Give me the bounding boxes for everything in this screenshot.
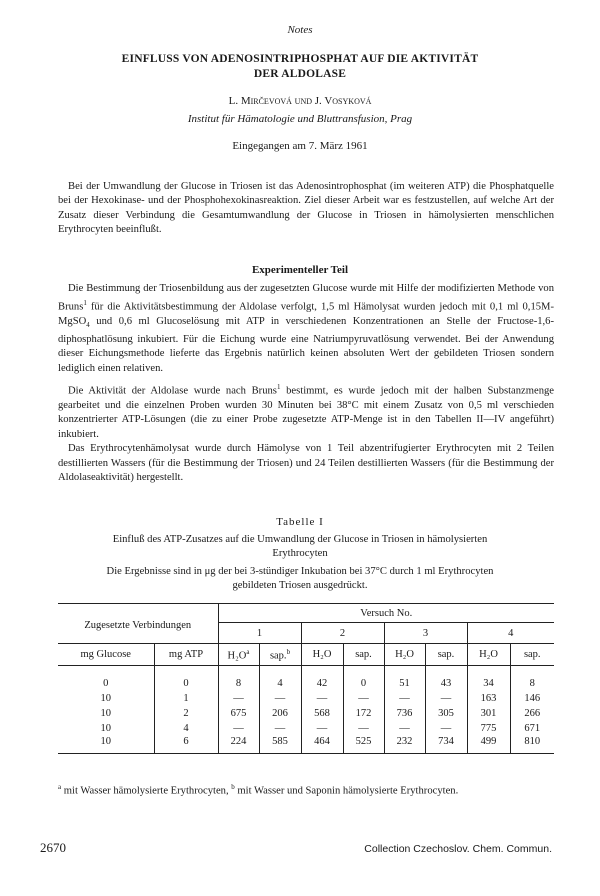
page-number: 2670 — [40, 840, 66, 855]
methods-paragraph-3: Das Erythrocytenhämolysat wurde durch Hämolyse von 1 Teil abzentrifugierter Erythrocyten mit 2 Teilen destillierten Wassers (für die Bestimmung der Triosen) und 24 Teilen destillierten Wassers (für die Bestimmung der Aldolaseaktivität) hergestellt. — [58, 443, 554, 484]
header-experiment-4: 4 — [467, 623, 554, 644]
table-header-row-3 — [58, 644, 554, 666]
header-atp: mg ATP — [154, 644, 218, 666]
header-h2o: $H_2O^a$ — [218, 644, 259, 666]
intro-text: Bei der Umwandlung der Glucose in Triosen ist das Adenosintrophosphat (im weiteren ATP) die Phosphatquelle bei der Hexokinase- und der Phosphohexokinasreaktion. Ziel dieser Arbeit war es festzustellen, auf welche Art der Zusatz dieser Verbindung die Gesamtumwandlung der Glucose in Triosen in hämolysierten menschlichen Erythrocyten beeinflußt. — [58, 181, 554, 236]
methods-section — [58, 282, 554, 485]
header-h2o: H₂O — [301, 644, 343, 666]
header-sap: sap. — [425, 644, 467, 666]
journal-name: Collection Czechoslov. Chem. Commun. — [364, 843, 552, 855]
header-sap: sap. — [510, 644, 554, 666]
header-experiment-3: 3 — [384, 623, 467, 644]
header-added-compounds: Zugesetzte Verbindungen — [58, 604, 218, 644]
table-title: Tabelle I — [276, 516, 324, 528]
table-row: 10 2 675 206 568 172 736 305 301 266 — [58, 706, 554, 721]
header-h2o: H₂O — [467, 644, 510, 666]
methods-paragraph-2: Die Aktivität der Aldolase wurde nach Bruns$^1$ bestimmt, es wurde jedoch mit der halben Substanzmenge gearbeitet und die einzelnen Proben wurden 30 Minuten bei 38°C mit einem Zusatz von 0,5 ml verschieden konzentrierter ATP-Lösungen (die zu einer Probe zugesetzte ATP-Menge ist in den Tabellen II—IV angeführt) inkubiert. — [58, 383, 554, 440]
article-title-line-2: DER ALDOLASE — [253, 68, 347, 80]
header-glucose: mg Glucose — [58, 644, 154, 666]
table-row: 10 1 — — — — — — 163 146 — [58, 691, 554, 706]
table-caption: Einfluß des ATP-Zusatzes auf die Umwandlung der Glucose in Triosen in hämolysierten Erythrocyten — [112, 534, 488, 559]
table-header-row-1 — [58, 604, 554, 623]
table-row: 10 4 — — — — — — 775 671 — [58, 721, 554, 736]
article-title — [60, 52, 540, 82]
intro-paragraph — [58, 180, 554, 238]
table-spacer — [58, 666, 554, 677]
header-experiment-2: 2 — [301, 623, 384, 644]
table-row: 10 6 224 585 464 525 232 734 499 810 — [58, 736, 554, 754]
header-sap: sap. — [343, 644, 384, 666]
received-date: Eingegangen am 7. März 1961 — [232, 140, 368, 152]
reference-mark: 1 — [83, 299, 87, 308]
reference-mark: 1 — [276, 383, 281, 392]
running-header: Notes — [287, 24, 313, 36]
institute: Institut für Hämatologie und Bluttransfusion, Prag — [187, 113, 413, 125]
section-heading: Experimenteller Teil — [251, 264, 349, 276]
table-note: Die Ergebnisse sind in μg der bei 3-stündiger Inkubation bei 37°C durch 1 ml Erythrocyten gebildeten Triosen ausgedrückt. — [106, 566, 494, 591]
header-sap: sap.$^b$ — [259, 644, 301, 666]
table-footnote: $^a$ mit Wasser hämolysierte Erythrocyten, $^b$ mit Wasser und Saponin hämolysierte Erythrocyten. — [58, 783, 459, 797]
article-title-line-1: EINFLUSS VON ADENOSINTRIPHOSPHAT AUF DIE AKTIVITÄT — [121, 53, 479, 65]
header-h2o: H₂O — [384, 644, 425, 666]
results-table — [58, 603, 554, 754]
authors: L. Mirčevová und J. Vosyková — [228, 95, 372, 107]
methods-paragraph-1: Die Bestimmung der Triosenbildung aus der zugesetzten Glucose wurde mit Hilfe der modifizierten Methode von Bruns$^1$ für die Aktivitätsbestimmung der Aldolase verfolgt, 1,5 ml Hämolysat wurden jedoch mit 0,1 ml 0,15M-MgSO$_4$ und 0,6 ml Glucoselösung mit ATP in verschiedenen Konzentrationen an Stelle der Fructose-1,6-diphosphatlösung inkubiert. Für die Eichung wurde eine Natriumpyruvatlösung verwendet. Bei der Anwendung dieser Eichungsmethode lieferte das Ergebnis natürlich keinen absoluten Wert der gebildeten Triosen sondern lediglich einen relativen. — [58, 283, 554, 374]
header-experiment: Versuch No. — [218, 604, 554, 623]
header-experiment-1: 1 — [218, 623, 301, 644]
table-row: 0 0 8 4 42 0 51 43 34 8 — [58, 676, 554, 691]
